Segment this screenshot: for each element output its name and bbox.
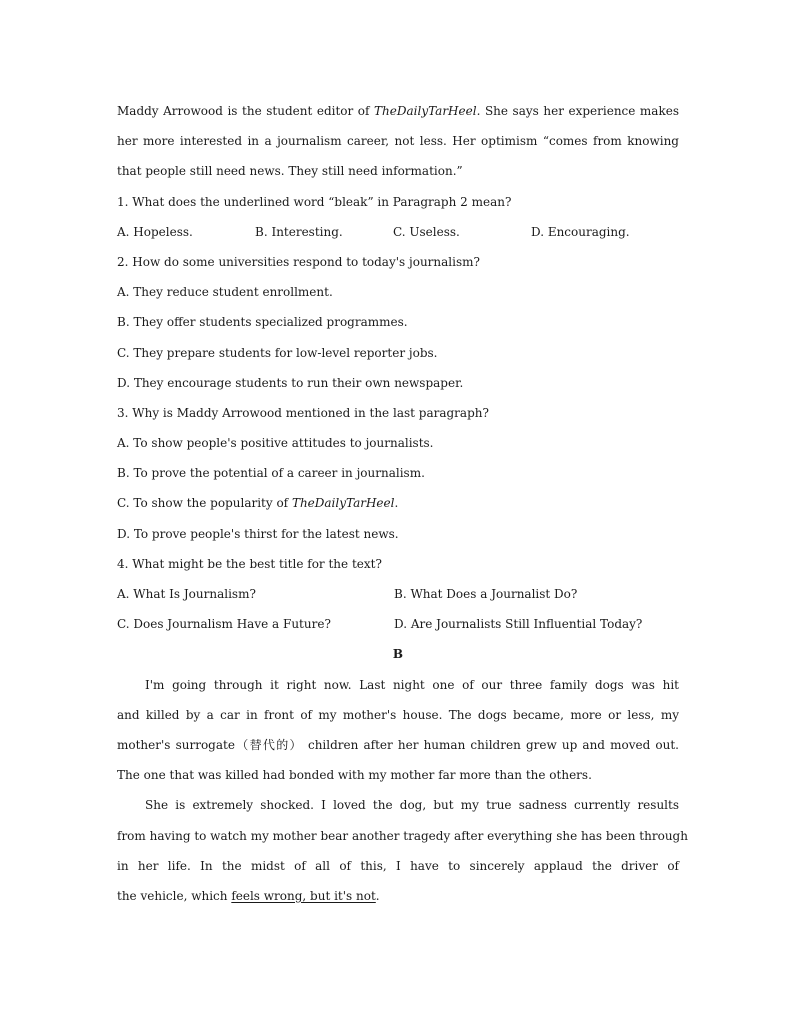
passage-line: mother's surrogate（替代的） children after her human children grew up and moved out. — [117, 737, 679, 752]
option-text: . — [394, 496, 399, 511]
passage-text: . — [375, 888, 380, 903]
question-4-options-row-1 — [117, 579, 679, 609]
option-a: A. To show people's positive attitudes to journalists. — [117, 436, 434, 451]
question-2-stem: 2. How do some universities respond to today's journalism? — [117, 254, 480, 269]
question-4-options-row-2 — [117, 609, 679, 639]
option-d: D. Encouraging. — [531, 224, 630, 239]
intro-text: She says her experience makes — [480, 104, 679, 118]
option-c: C. They prepare students for low-level reporter jobs. — [117, 345, 438, 360]
intro-line-3: that people still need news. They still need information.” — [117, 164, 463, 179]
option-b: B. They offer students specialized programmes. — [117, 315, 408, 330]
underlined-phrase: feels wrong, but it's not — [231, 888, 376, 903]
option-b: B. To prove the potential of a career in journalism. — [117, 466, 425, 481]
option-b: B. Interesting. — [255, 224, 343, 239]
option-a: A. They reduce student enrollment. — [117, 285, 333, 300]
passage-line: I'm going through it right now. Last night one of our three family dogs was hit — [145, 677, 679, 692]
option-text: C. To show the popularity of — [117, 496, 292, 511]
passage-line: and killed by a car in front of my mother's house. The dogs became, more or less, my — [117, 707, 679, 722]
question-4-stem: 4. What might be the best title for the text? — [117, 556, 382, 571]
option-b: B. What Does a Journalist Do? — [394, 587, 578, 601]
option-c — [117, 488, 679, 518]
passage-text: the vehicle, which — [117, 888, 232, 903]
passage-line: She is extremely shocked. I loved the dog, but my true sadness currently results — [145, 798, 679, 813]
passage-line: in her life. In the midst of all of this, I have to sincerely applaud the driver of — [117, 858, 679, 873]
option-a: A. What Is Journalism? — [117, 587, 256, 601]
option-a: A. Hopeless. — [117, 224, 193, 239]
intro-line-1 — [117, 96, 679, 126]
option-d: D. To prove people's thirst for the latest news. — [117, 526, 399, 541]
option-c: C. Useless. — [393, 224, 460, 239]
intro-line-2: her more interested in a journalism career, not less. Her optimism “comes from knowing — [117, 134, 679, 149]
question-3-stem: 3. Why is Maddy Arrowood mentioned in the last paragraph? — [117, 405, 489, 420]
document-page — [117, 96, 688, 911]
option-d: D. They encourage students to run their own newspaper. — [117, 375, 464, 390]
option-c: C. Does Journalism Have a Future? — [117, 617, 331, 632]
intro-text: Maddy Arrowood is the student editor of — [117, 104, 375, 118]
question-1-options — [117, 217, 679, 247]
newspaper-name: TheDailyTarHeel — [291, 496, 395, 511]
passage-line — [117, 881, 679, 911]
question-1-stem: 1. What does the underlined word “bleak” in Paragraph 2 mean? — [117, 194, 512, 209]
passage-line: The one that was killed had bonded with my mother far more than the others. — [117, 768, 592, 783]
option-d: D. Are Journalists Still Influential Today? — [394, 617, 643, 632]
passage-line: from having to watch my mother bear another tragedy after everything she has been through — [117, 828, 688, 843]
newspaper-name: TheDailyTarHeel. — [374, 104, 481, 118]
section-heading: B — [392, 647, 404, 662]
